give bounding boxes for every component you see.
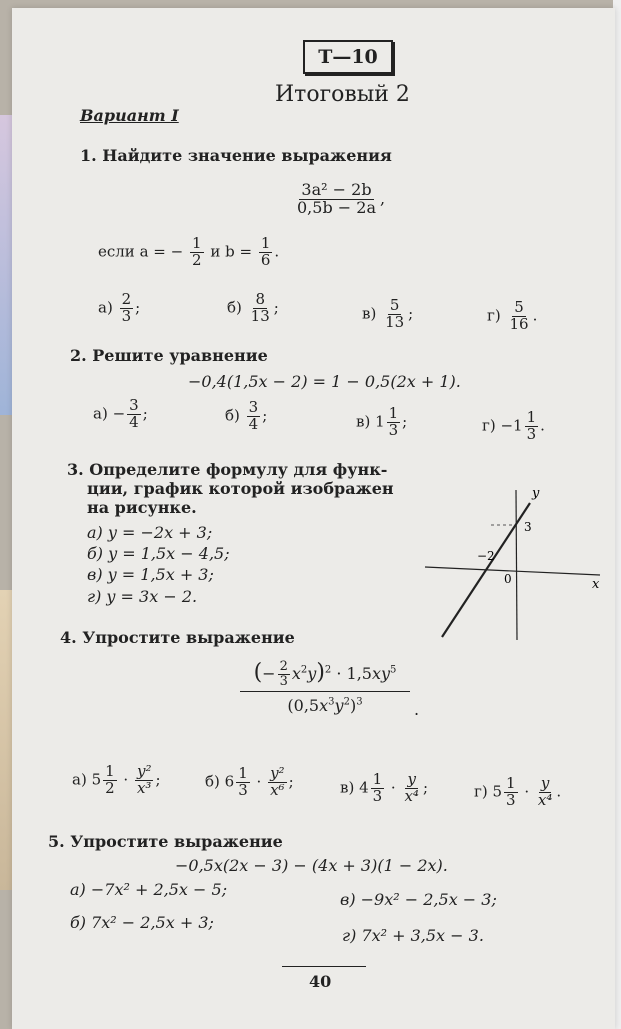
q1-expression <box>293 182 385 217</box>
option-y: y <box>540 774 550 792</box>
q3-prompt-line-1: 3. Определите формулу для функ- <box>67 460 388 479</box>
q4-numerator: (− $\frac{2}{3}$ $x^2y)^2 \cdot 1,5xy^5$ <box>240 660 410 692</box>
option-num: 5 <box>514 298 524 316</box>
option-label: а) <box>98 298 113 317</box>
y-axis <box>516 490 517 640</box>
option-label: а) − <box>93 404 126 423</box>
option-label: в) <box>362 304 377 323</box>
option-den: 4 <box>129 412 139 431</box>
option-den: 3 <box>506 790 516 809</box>
q1-cond-pre: если a = − <box>98 242 184 261</box>
option-end: . <box>540 416 545 435</box>
option-den: 3 <box>121 306 132 325</box>
q1-b-num: 1 <box>260 234 271 252</box>
q4-option-v: в) 4 $\frac{1}{3}$ · $\frac{y}{\text{x⁴}}$ ; <box>340 770 429 805</box>
q1-option-a <box>98 292 140 325</box>
q2-option-v <box>356 406 407 439</box>
q3-graph <box>420 485 610 645</box>
q1-a-den: 2 <box>191 250 202 269</box>
q1-option-b <box>227 292 279 325</box>
q4-prompt: 4. Упростите выражение <box>60 628 295 647</box>
option-end: . <box>532 306 538 325</box>
option-den: 3 <box>372 786 383 805</box>
q5-prompt: 5. Упростите выражение <box>48 832 283 851</box>
option-den: 3 <box>388 420 399 439</box>
q1-cond-end: . <box>274 242 280 261</box>
q2-option-g <box>482 410 545 443</box>
option-label: в) 1 <box>356 412 385 431</box>
y-axis-label: y <box>532 486 540 501</box>
q1-b-den: 6 <box>260 250 271 269</box>
option-end: ; <box>288 772 294 791</box>
option-end: ; <box>142 404 148 423</box>
option-end: ; <box>422 778 429 797</box>
option-x: x⁴ <box>404 786 419 805</box>
q5-option-a: а) −7x² + 2,5x − 5; <box>70 880 228 899</box>
q4-option-a: а) 5 $\frac{1}{2}$ · $\frac{\text{y²}}{\text{x³}}$ ; <box>72 762 161 797</box>
q4-option-b: б) 6 $\frac{1}{3}$ · $\frac{\text{y²}}{\text{x⁶}}$ ; <box>205 764 294 799</box>
page-title: Итоговый 2 <box>275 82 410 107</box>
q1-expr-num: 3a² − 2b <box>301 180 372 199</box>
option-label: г) −1 <box>482 416 523 435</box>
q4-expression <box>240 660 410 715</box>
option-num: 5 <box>389 296 400 314</box>
option-end: ; <box>273 298 279 317</box>
option-num: 1 <box>506 774 516 792</box>
q5-option-b: б) 7x² − 2,5x + 3; <box>70 913 214 932</box>
q5-option-v: в) −9x² − 2,5x − 3; <box>340 890 497 909</box>
option-den: 13 <box>250 306 270 325</box>
x-axis-label: x <box>592 577 600 592</box>
q5-expression: −0,5x(2x − 3) − (4x + 3)(1 − 2x). <box>175 856 448 875</box>
option-num: 2 <box>121 290 132 308</box>
q2-option-b <box>225 400 267 433</box>
option-num: 1 <box>238 764 248 782</box>
q4-option-g: г) 5 $\frac{1}{3}$ · $\frac{y}{\text{x⁴}}$ . <box>474 774 562 809</box>
q3-option-v: в) y = 1,5x + 3; <box>87 565 214 584</box>
option-num: 3 <box>129 396 139 414</box>
x-tick-label: −2 <box>477 549 495 563</box>
option-den: 2 <box>105 778 115 797</box>
q3-prompt-line-3: на рисунке. <box>87 498 197 517</box>
option-label: б) 6 <box>205 772 235 791</box>
option-num: 1 <box>372 770 383 788</box>
x-axis <box>425 567 600 575</box>
background-left-strip-lower <box>0 590 12 890</box>
option-end: ; <box>262 406 268 425</box>
q1-option-g <box>487 300 537 333</box>
q1-option-v <box>362 298 413 331</box>
q4-denominator: $(0,5x^3y^2)^3$ <box>287 695 363 715</box>
q2-option-a <box>93 398 148 431</box>
q1-expr-end: , <box>379 188 386 208</box>
option-label: б) <box>227 298 242 317</box>
option-end: . <box>556 782 562 801</box>
option-num: 3 <box>248 398 259 416</box>
q4-period: . <box>414 700 420 719</box>
q1-cond-mid: и b = <box>210 242 253 261</box>
option-den: 3 <box>526 424 537 443</box>
variant-label: Вариант I <box>80 106 179 125</box>
option-num: 1 <box>105 762 115 780</box>
footer-rule <box>282 966 366 967</box>
option-end: ; <box>155 770 161 789</box>
option-label: г) <box>487 306 501 325</box>
q3-option-a: а) y = −2x + 3; <box>87 523 213 542</box>
option-x: x⁴ <box>537 790 553 809</box>
option-label: в) 4 <box>340 778 369 797</box>
option-num: 1 <box>526 408 537 426</box>
option-den: 3 <box>238 780 248 799</box>
option-x: x⁶ <box>270 780 285 799</box>
option-end: ; <box>408 304 414 323</box>
option-y: y <box>407 770 416 788</box>
option-end: ; <box>135 298 141 317</box>
q3-option-b: б) y = 1,5x − 4,5; <box>87 544 230 563</box>
option-den: 4 <box>248 414 259 433</box>
option-num: 1 <box>388 404 399 422</box>
q3-prompt-line-2: ции, график которой изображен <box>87 479 394 498</box>
option-label: а) 5 <box>72 770 102 789</box>
q2-equation: −0,4(1,5x − 2) = 1 − 0,5(2x + 1). <box>188 372 461 391</box>
q1-expr-den: 0,5b − 2a <box>297 197 376 217</box>
q3-option-g: г) y = 3x − 2. <box>87 587 198 606</box>
option-x: x³ <box>136 778 152 797</box>
option-label: б) <box>225 406 240 425</box>
origin-label: 0 <box>504 572 512 586</box>
q1-condition <box>98 236 279 269</box>
option-num: 8 <box>255 290 265 308</box>
option-end: ; <box>402 412 408 431</box>
page-number: 40 <box>309 972 332 991</box>
test-code-box: Т—10 <box>303 40 393 74</box>
q1-a-num: 1 <box>191 234 202 252</box>
q1-prompt: 1. Найдите значение выражения <box>80 146 392 165</box>
q2-prompt: 2. Решите уравнение <box>70 346 268 365</box>
y-tick-label: 3 <box>524 520 532 534</box>
option-den: 13 <box>385 312 405 331</box>
option-y: y² <box>136 762 152 780</box>
q5-option-g: г) 7x² + 3,5x − 3. <box>342 926 484 945</box>
option-label: г) 5 <box>474 782 503 801</box>
option-den: 16 <box>509 314 529 333</box>
option-y: y² <box>270 764 285 782</box>
